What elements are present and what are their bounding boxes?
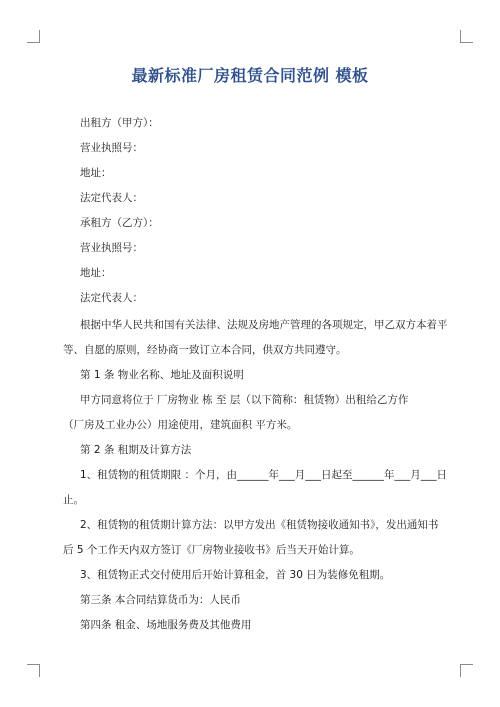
crop-mark-top-left: [27, 30, 40, 43]
lessee-label: 承租方（乙方）：: [80, 217, 159, 229]
article-1-line-1: 甲方同意将位于 厂房物业 栋 至 层（以下简称：租赁物）出租给乙方作: [80, 394, 409, 406]
crop-mark-bottom-right: [460, 664, 473, 677]
lessor-representative-label: 法定代表人：: [80, 192, 143, 204]
article-2-clause-1-line-2: 止。: [63, 494, 84, 506]
article-1-line-2: （厂房及工业办公）用途使用，建筑面积 平方米。: [63, 419, 298, 431]
crop-mark-top-right: [460, 30, 473, 43]
lessor-license-label: 营业执照号：: [80, 142, 143, 154]
lessor-label: 出租方（甲方）：: [80, 117, 159, 129]
article-2-heading: 第 2 条 租期及计算方法: [80, 444, 192, 456]
article-2-clause-3: 3、租赁物正式交付使用后开始计算租金，首 30 日为装修免租期。: [80, 569, 391, 581]
lessee-address-label: 地址：: [80, 267, 112, 279]
article-2-clause-1-line-1: 1、租赁物的租赁期限 ：个月，由______年___月___日起至______年___月___日: [80, 469, 448, 481]
article-2-clause-2-line-2: 后 5 个工作天内双方签订《厂房物业接收书》后当天开始计算。: [63, 544, 360, 556]
document-title: 最新标准厂房租赁合同范例 模板: [131, 66, 369, 85]
article-4-heading: 第四条 租金、场地服务费及其他费用: [80, 619, 252, 631]
article-3-heading: 第三条 本合同结算货币为：人民币: [80, 594, 241, 606]
lessee-representative-label: 法定代表人：: [80, 292, 143, 304]
preamble-line-1: 根据中华人民共和国有关法律、法规及房地产管理的各项规定，甲乙双方本着平: [80, 319, 448, 331]
article-2-clause-2-line-1: 2、租赁物的租赁期计算方法：以甲方发出《租赁物接收通知书》，发出通知书: [80, 519, 439, 531]
crop-mark-bottom-left: [27, 664, 40, 677]
lessor-address-label: 地址：: [80, 167, 112, 179]
article-1-heading: 第 1 条 物业名称、地址及面积说明: [80, 369, 244, 381]
preamble-line-2: 等、自愿的原则，经协商一致订立本合同，供双方共同遵守。: [63, 344, 347, 356]
lessee-license-label: 营业执照号：: [80, 242, 143, 254]
